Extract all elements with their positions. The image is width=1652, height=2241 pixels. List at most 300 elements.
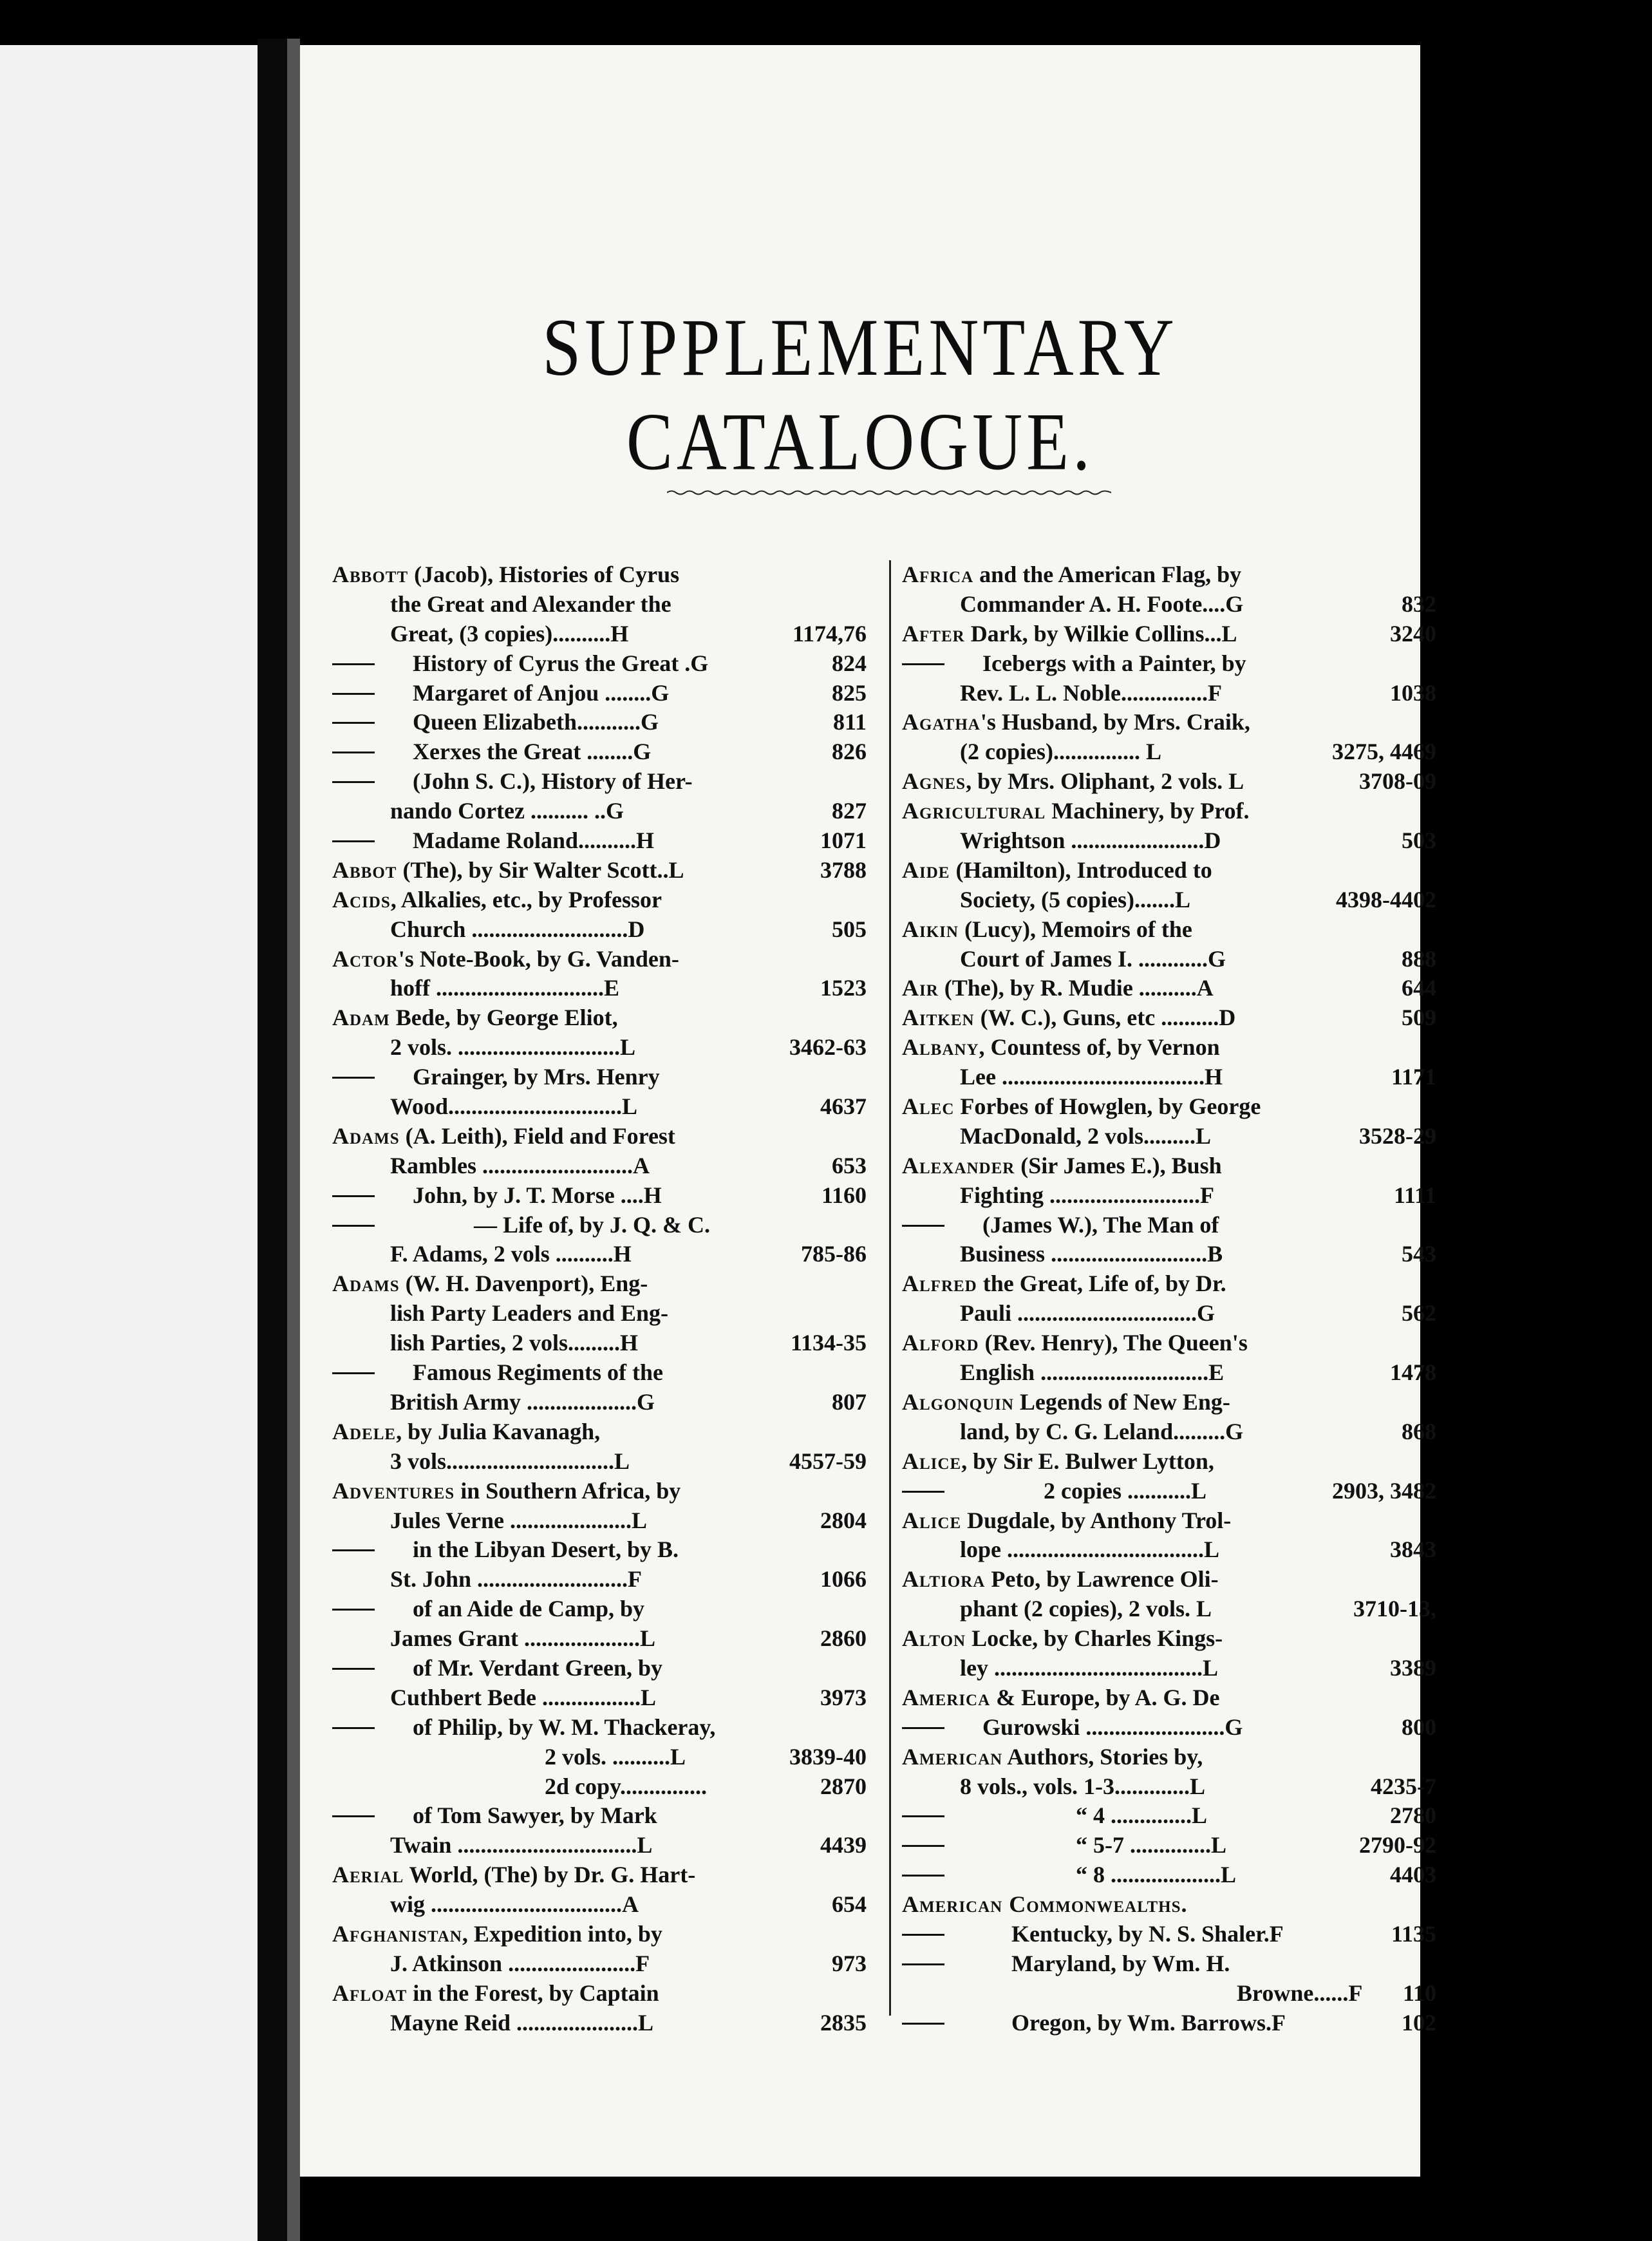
entry-text: Society, (5 copies).......L: [960, 886, 1190, 912]
catalogue-entry-line: [332, 1920, 867, 1949]
entry-heading: Afloat: [332, 1980, 408, 2006]
shelf-number: 3462-63: [789, 1034, 867, 1061]
entry-text: , by Mrs. Oliphant, 2 vols. L: [966, 768, 1244, 795]
catalogue-entry-line: [332, 767, 867, 797]
ditto-dash: [332, 781, 375, 783]
catalogue-entry-line: [902, 1565, 1436, 1594]
entry-heading: Alice: [902, 1448, 962, 1474]
ditto-dash: [332, 1195, 375, 1197]
catalogue-entry-line: [902, 1299, 1436, 1329]
shelf-number: 110: [1402, 1980, 1436, 2006]
shelf-number: 1071: [820, 827, 867, 854]
shelf-number: 543: [1402, 1241, 1436, 1267]
entry-heading: Air: [902, 975, 939, 1001]
shelf-number: 3973: [820, 1684, 867, 1710]
entry-text: Xerxes the Great ........G: [413, 739, 652, 765]
entry-text: 2 vols. ..........L: [545, 1743, 686, 1770]
catalogue-entry-line: [902, 1122, 1436, 1151]
shelf-number: 824: [832, 650, 867, 676]
catalogue-entry-line: [902, 1358, 1436, 1388]
entry-heading: Alice: [902, 1507, 962, 1533]
shelf-number: 3240: [1390, 620, 1436, 647]
catalogue-entry-line: [902, 1269, 1436, 1299]
entry-text: Madame Roland..........H: [413, 827, 655, 854]
catalogue-entry-line: [902, 1092, 1436, 1122]
entry-heading: Aikin: [902, 916, 959, 942]
entry-text: John, by J. T. Morse ....H: [413, 1182, 662, 1208]
left-column: [332, 560, 867, 2038]
shelf-number: 4557-59: [789, 1448, 867, 1474]
entry-text: , by Julia Kavanagh,: [396, 1418, 601, 1444]
entry-text: (A. Leith), Field and Forest: [399, 1122, 675, 1149]
catalogue-entry-line: [902, 1713, 1436, 1743]
entry-heading: Acids: [332, 886, 391, 912]
catalogue-entry-line: [332, 1713, 867, 1743]
catalogue-entry-line: [332, 1269, 867, 1299]
entry-text: (The), by R. Mudie ..........A: [938, 975, 1214, 1001]
entry-text: , Countess of, by Vernon: [979, 1034, 1220, 1061]
entry-text: (Sir James E.), Bush: [1015, 1152, 1222, 1178]
shelf-number: 1135: [1391, 1920, 1436, 1947]
entry-text: 8 vols., vols. 1-3.............L: [960, 1773, 1206, 1799]
entry-text: Great, (3 copies)..........H: [390, 620, 629, 647]
entry-text: Fighting ..........................F: [960, 1182, 1215, 1208]
catalogue-entry-line: [332, 1003, 867, 1033]
ditto-dash: [902, 1727, 944, 1729]
shelf-number: 2870: [820, 1773, 867, 1799]
catalogue-entry-line: [902, 885, 1436, 915]
ditto-dash: [902, 1225, 944, 1227]
shelf-number: 868: [1402, 1418, 1436, 1444]
entry-heading: Agnes: [902, 768, 966, 795]
entry-text: Icebergs with a Painter, by: [982, 650, 1246, 676]
catalogue-entry-line: [332, 1594, 867, 1624]
entry-text: Business ...........................B: [960, 1241, 1223, 1267]
shelf-number: 2903, 3482: [1332, 1477, 1436, 1504]
ditto-dash: [332, 1668, 375, 1670]
shelf-number: 888: [1402, 945, 1436, 972]
shelf-number: 3843: [1390, 1537, 1436, 1563]
entry-heading: Abbot: [332, 856, 397, 883]
entry-text: Jules Verne .....................L: [390, 1507, 648, 1533]
entry-text: Locke, by Charles Kings-: [966, 1625, 1223, 1652]
entry-heading: Adams: [332, 1122, 400, 1149]
ditto-dash: [332, 693, 375, 695]
entry-text: Rev. L. L. Noble...............F: [960, 679, 1223, 706]
catalogue-entry-line: [332, 737, 867, 767]
shelf-number: 102: [1402, 2009, 1436, 2036]
shelf-number: 3528-29: [1359, 1122, 1436, 1149]
shelf-number: 3708-09: [1359, 768, 1436, 795]
catalogue-entry-line: [332, 856, 867, 885]
catalogue-entry-line: [902, 1151, 1436, 1181]
catalogue-entry-line: [902, 1624, 1436, 1654]
shelf-number: 2804: [820, 1507, 867, 1533]
shelf-number: 653: [832, 1152, 867, 1178]
catalogue-entry-line: [332, 1447, 867, 1477]
catalogue-entry-line: [332, 1063, 867, 1092]
entry-text: Mayne Reid .....................L: [390, 2009, 653, 2036]
right-column: [902, 560, 1436, 2038]
shelf-number: 1171: [1391, 1064, 1436, 1090]
entry-text: lish Parties, 2 vols.........H: [390, 1330, 638, 1356]
catalogue-entry-line: [332, 619, 867, 649]
entry-text: “ 4 ..............L: [1076, 1802, 1208, 1829]
entry-text: History of Cyrus the Great .G: [413, 650, 709, 676]
entry-text: 3 vols.............................L: [390, 1448, 630, 1474]
catalogue-entry-line: [332, 1801, 867, 1831]
entry-heading: Adele: [332, 1418, 397, 1444]
ditto-dash: [902, 1845, 944, 1847]
entry-heading: Algonquin: [902, 1388, 1014, 1415]
entry-heading: Africa: [902, 562, 974, 587]
entry-text: Wood..............................L: [390, 1093, 638, 1120]
entry-text: Wrightson .......................D: [960, 827, 1221, 854]
binding-edge: [258, 39, 287, 2241]
catalogue-entry-line: [902, 1772, 1436, 1802]
ditto-dash: [332, 722, 375, 724]
shelf-number: 3788: [820, 856, 867, 883]
entry-text: James Grant ....................L: [390, 1625, 655, 1652]
catalogue-entry-line: [332, 1683, 867, 1713]
entry-text: F. Adams, 2 vols ..........H: [390, 1241, 632, 1267]
entry-text: Bede, by George Eliot,: [390, 1005, 618, 1031]
catalogue-entry-line: [332, 1181, 867, 1211]
catalogue-entry-line: [902, 1535, 1436, 1565]
entry-text: Commander A. H. Foote....G: [960, 591, 1244, 617]
catalogue-entry-line: [902, 1801, 1436, 1831]
entry-text: Court of James I. ............G: [960, 945, 1226, 972]
entry-text: Queen Elizabeth...........G: [413, 709, 659, 735]
ditto-dash: [902, 663, 944, 665]
shelf-number: 562: [1402, 1300, 1436, 1327]
entry-heading: Aitken: [902, 1005, 975, 1031]
catalogue-entry-line: [902, 2009, 1436, 2038]
ditto-dash: [902, 1491, 944, 1493]
entry-text: Legends of New Eng-: [1013, 1388, 1230, 1415]
catalogue-entry-line: [332, 1743, 867, 1772]
catalogue-entry-line: [902, 649, 1436, 679]
entry-text: in Southern Africa, by: [455, 1477, 681, 1504]
shelf-number: 2790-92: [1359, 1832, 1436, 1858]
catalogue-entry-line: [902, 1920, 1436, 1949]
entry-text: Dugdale, by Anthony Trol-: [961, 1507, 1232, 1533]
catalogue-entry-line: [902, 1890, 1436, 1920]
shelf-number: 505: [832, 916, 867, 942]
shelf-number: 2835: [820, 2009, 867, 2036]
entry-text: 's Husband, by Mrs. Craik,: [980, 709, 1250, 735]
catalogue-entry-line: [332, 1890, 867, 1920]
entry-text: lope ..................................L: [960, 1537, 1220, 1563]
catalogue-entry-line: [332, 560, 867, 590]
catalogue-entry-line: [332, 1092, 867, 1122]
catalogue-entry-line: [902, 1240, 1436, 1269]
entry-text: 2 vols. ............................L: [390, 1034, 636, 1061]
entry-heading: Abbott: [332, 562, 409, 587]
shelf-number: 1174,76: [792, 620, 867, 647]
catalogue-entry-line: [332, 1949, 867, 1979]
entry-text: Cuthbert Bede .................L: [390, 1684, 656, 1710]
catalogue-entry-line: [332, 797, 867, 826]
entry-text: land, by C. G. Leland.........G: [960, 1418, 1244, 1444]
entry-heading: Actor: [332, 945, 399, 972]
catalogue-entry-line: [332, 826, 867, 856]
ditto-dash: [332, 752, 375, 753]
entry-text: 's Note-Book, by G. Vanden-: [398, 945, 679, 972]
entry-text: (Rev. Henry), The Queen's: [979, 1330, 1248, 1356]
entry-heading: Aerial: [332, 1862, 404, 1888]
ditto-dash: [902, 1963, 944, 1965]
entry-text: Kentucky, by N. S. Shaler.F: [1011, 1920, 1284, 1947]
entry-text: J. Atkinson ......................F: [390, 1950, 650, 1976]
ornamental-rule: [667, 489, 1111, 496]
shelf-number: 4398-4402: [1336, 886, 1436, 912]
entry-text: 2d copy...............: [545, 1773, 708, 1799]
entry-text: , Expedition into, by: [462, 1920, 662, 1947]
catalogue-entry-line: [332, 1122, 867, 1151]
catalogue-entry-line: [332, 1211, 867, 1240]
catalogue-page: [300, 45, 1436, 2177]
catalogue-entry-line: [902, 1181, 1436, 1211]
entry-text: (Jacob), Histories of Cyrus: [408, 562, 680, 587]
shelf-number: 4439: [820, 1832, 867, 1858]
entry-text: Browne......F: [1237, 1980, 1363, 2006]
ditto-dash: [332, 1225, 375, 1227]
ditto-dash: [332, 1372, 375, 1374]
entry-heading: Aide: [902, 856, 950, 883]
entry-text: and the American Flag, by: [973, 562, 1242, 587]
catalogue-entry-line: [902, 708, 1436, 737]
catalogue-entry-line: [332, 1535, 867, 1565]
entry-text: World, (The) by Dr. G. Hart-: [404, 1862, 696, 1888]
shelf-number: 4235-7: [1371, 1773, 1436, 1799]
catalogue-entry-line: [902, 1949, 1436, 1979]
entry-text: , by Sir E. Bulwer Lytton,: [961, 1448, 1214, 1474]
entry-text: Margaret of Anjou ........G: [413, 679, 670, 706]
entry-text: & Europe, by A. G. De: [990, 1684, 1220, 1710]
catalogue-entry-line: [332, 1565, 867, 1594]
shelf-number: 3275, 4469: [1332, 739, 1436, 765]
ditto-dash: [332, 1815, 375, 1817]
catalogue-entry-line: [902, 590, 1436, 619]
entry-text: MacDonald, 2 vols.........L: [960, 1122, 1212, 1149]
entry-text: Authors, Stories by,: [1002, 1743, 1203, 1770]
entry-text: , Alkalies, etc., by Professor: [390, 886, 662, 912]
ditto-dash: [332, 840, 375, 842]
entry-heading: Albany: [902, 1034, 979, 1061]
shelf-number: 2780: [1390, 1802, 1436, 1829]
entry-heading: Agatha: [902, 709, 981, 735]
shelf-number: 4637: [820, 1093, 867, 1120]
catalogue-entry-line: [902, 1388, 1436, 1417]
shelf-number: 807: [832, 1388, 867, 1415]
entry-text: Peto, by Lawrence Oli-: [985, 1566, 1219, 1593]
ditto-dash: [902, 1934, 944, 1936]
entry-heading: After: [902, 620, 965, 647]
entry-text: “ 8 ...................L: [1076, 1862, 1237, 1888]
entry-text: “ 5-7 ..............L: [1076, 1832, 1226, 1858]
entry-heading: American Commonwealths.: [902, 1891, 1188, 1918]
entry-text: Twain ...............................L: [390, 1832, 653, 1858]
catalogue-entry-line: [902, 1654, 1436, 1683]
entry-text: St. John ..........................F: [390, 1566, 643, 1593]
shelf-number: 1134-35: [790, 1330, 867, 1356]
catalogue-entry-line: [332, 1831, 867, 1860]
catalogue-entry-line: [902, 915, 1436, 945]
shelf-number: 785-86: [801, 1241, 867, 1267]
entry-text: (John S. C.), History of Her-: [413, 768, 693, 795]
shelf-number: 4403: [1390, 1862, 1436, 1888]
shelf-number: 811: [832, 709, 867, 735]
gutter: [287, 39, 300, 2241]
catalogue-entry-line: [332, 2009, 867, 2038]
catalogue-entry-line: [902, 1831, 1436, 1860]
catalogue-entry-line: [332, 885, 867, 915]
catalogue-entry-line: [332, 915, 867, 945]
entry-text: (James W.), The Man of: [982, 1211, 1219, 1238]
catalogue-entry-line: [902, 1860, 1436, 1890]
catalogue-entry-line: [332, 679, 867, 708]
catalogue-entry-line: [332, 1772, 867, 1802]
catalogue-entry-line: [332, 1654, 867, 1683]
catalogue-entry-line: [332, 945, 867, 974]
catalogue-entry-line: [902, 945, 1436, 974]
shelf-number: 509: [1402, 1005, 1436, 1031]
catalogue-entry-line: [332, 1417, 867, 1447]
shelf-number: 1111: [1393, 1182, 1436, 1208]
column-divider: [889, 560, 891, 2016]
catalogue-entry-line: [332, 1506, 867, 1536]
catalogue-entry-line: [902, 1329, 1436, 1358]
entry-text: hoff .............................E: [390, 975, 620, 1001]
shelf-number: 1066: [820, 1566, 867, 1593]
catalogue-entry-line: [332, 1979, 867, 2009]
shelf-number: 3710-13,: [1353, 1596, 1436, 1622]
catalogue-entry-line: [902, 1743, 1436, 1772]
entry-text: the Great and Alexander the: [390, 591, 671, 617]
catalogue-entry-line: [332, 1033, 867, 1063]
ditto-dash: [902, 1815, 944, 1817]
entry-heading: Alfred: [902, 1271, 977, 1297]
catalogue-entry-line: [902, 1477, 1436, 1506]
shelf-number: 1478: [1390, 1359, 1436, 1386]
ditto-dash: [332, 663, 375, 665]
shelf-number: 654: [832, 1891, 867, 1918]
entry-text: — Life of, by J. Q. & C.: [474, 1211, 710, 1238]
entry-heading: Altiora: [902, 1566, 986, 1593]
ditto-dash: [332, 1609, 375, 1611]
catalogue-entry-line: [902, 737, 1436, 767]
ditto-dash: [332, 1077, 375, 1079]
entry-text: phant (2 copies), 2 vols. L: [960, 1596, 1212, 1622]
shelf-number: 973: [832, 1950, 867, 1976]
catalogue-entry-line: [332, 1860, 867, 1890]
shelf-number: 832: [1402, 591, 1436, 617]
catalogue-entry-line: [332, 1299, 867, 1329]
entry-heading: America: [902, 1684, 991, 1710]
entry-text: ley ....................................L: [960, 1654, 1218, 1681]
shelf-number: 3839-40: [789, 1743, 867, 1770]
page-title: SUPPLEMENTARY CATALOGUE.: [542, 303, 1178, 487]
catalogue-entry-line: [332, 1329, 867, 1358]
catalogue-entry-line: [902, 619, 1436, 649]
entry-text: Maryland, by Wm. H.: [1011, 1950, 1230, 1976]
entry-text: Oregon, by Wm. Barrows.F: [1011, 2009, 1286, 2036]
entry-text: lish Party Leaders and Eng-: [390, 1300, 669, 1327]
catalogue-entry-line: [332, 1388, 867, 1417]
shelf-number: 503: [1402, 827, 1436, 854]
catalogue-entry-line: [902, 856, 1436, 885]
catalogue-entry-line: [902, 1417, 1436, 1447]
entry-text: English .............................E: [960, 1359, 1225, 1386]
entry-heading: Alexander: [902, 1152, 1015, 1178]
catalogue-entry-line: [902, 1003, 1436, 1033]
shelf-number: 2860: [820, 1625, 867, 1652]
shelf-number: 1038: [1390, 679, 1436, 706]
catalogue-entry-line: [902, 1033, 1436, 1063]
catalogue-entry-line: [902, 1979, 1436, 2009]
catalogue-entry-line: [332, 1240, 867, 1269]
entry-text: Grainger, by Mrs. Henry: [413, 1064, 660, 1090]
shelf-number: 644: [1402, 975, 1436, 1001]
catalogue-entry-line: [332, 708, 867, 737]
catalogue-entry-line: [902, 1506, 1436, 1536]
catalogue-entry-line: [902, 1063, 1436, 1092]
catalogue-entry-line: [902, 974, 1436, 1003]
entry-heading: Alton: [902, 1625, 966, 1652]
catalogue-entry-line: [902, 767, 1436, 797]
entry-text: in the Forest, by Captain: [407, 1980, 659, 2006]
entry-heading: Adam: [332, 1005, 390, 1031]
ditto-dash: [902, 1875, 944, 1877]
entry-text: 2 copies ...........L: [1044, 1477, 1207, 1504]
entry-text: (Lucy), Memoirs of the: [958, 916, 1192, 942]
catalogue-entry-line: [902, 1447, 1436, 1477]
shelf-number: 1160: [821, 1182, 867, 1208]
facing-page: [0, 45, 258, 2241]
entry-text: of Philip, by W. M. Thackeray,: [413, 1714, 716, 1740]
entry-text: of an Aide de Camp, by: [413, 1596, 645, 1622]
entry-heading: Agricultural: [902, 798, 1046, 824]
entry-heading: American: [902, 1743, 1003, 1770]
entry-text: (Hamilton), Introduced to: [950, 856, 1212, 883]
entry-text: Rambles ..........................A: [390, 1152, 650, 1178]
entry-text: Machinery, by Prof.: [1046, 798, 1250, 824]
entry-text: (2 copies)............... L: [960, 739, 1161, 765]
catalogue-entry-line: [332, 649, 867, 679]
entry-heading: Afghanistan: [332, 1920, 462, 1947]
catalogue-entry-line: [332, 1151, 867, 1181]
shelf-number: 825: [832, 679, 867, 706]
entry-text: (The), by Sir Walter Scott..L: [397, 856, 684, 883]
entry-text: British Army ...................G: [390, 1388, 655, 1415]
entry-text: of Mr. Verdant Green, by: [413, 1654, 663, 1681]
entry-text: Lee ...................................H: [960, 1064, 1223, 1090]
entry-text: Forbes of Howglen, by George: [954, 1093, 1261, 1120]
catalogue-entry-line: [332, 1624, 867, 1654]
shelf-number: 3389: [1390, 1654, 1436, 1681]
catalogue-entry-line: [902, 1594, 1436, 1624]
shelf-number: 1523: [820, 975, 867, 1001]
ditto-dash: [332, 1727, 375, 1729]
catalogue-entry-line: [332, 1358, 867, 1388]
ditto-dash: [332, 1549, 375, 1551]
shelf-number: 826: [832, 739, 867, 765]
entry-heading: Alec: [902, 1093, 955, 1120]
ditto-dash: [902, 2023, 944, 2025]
entry-text: nando Cortez .......... ..G: [390, 798, 624, 824]
entry-heading: Adventures: [332, 1477, 455, 1504]
